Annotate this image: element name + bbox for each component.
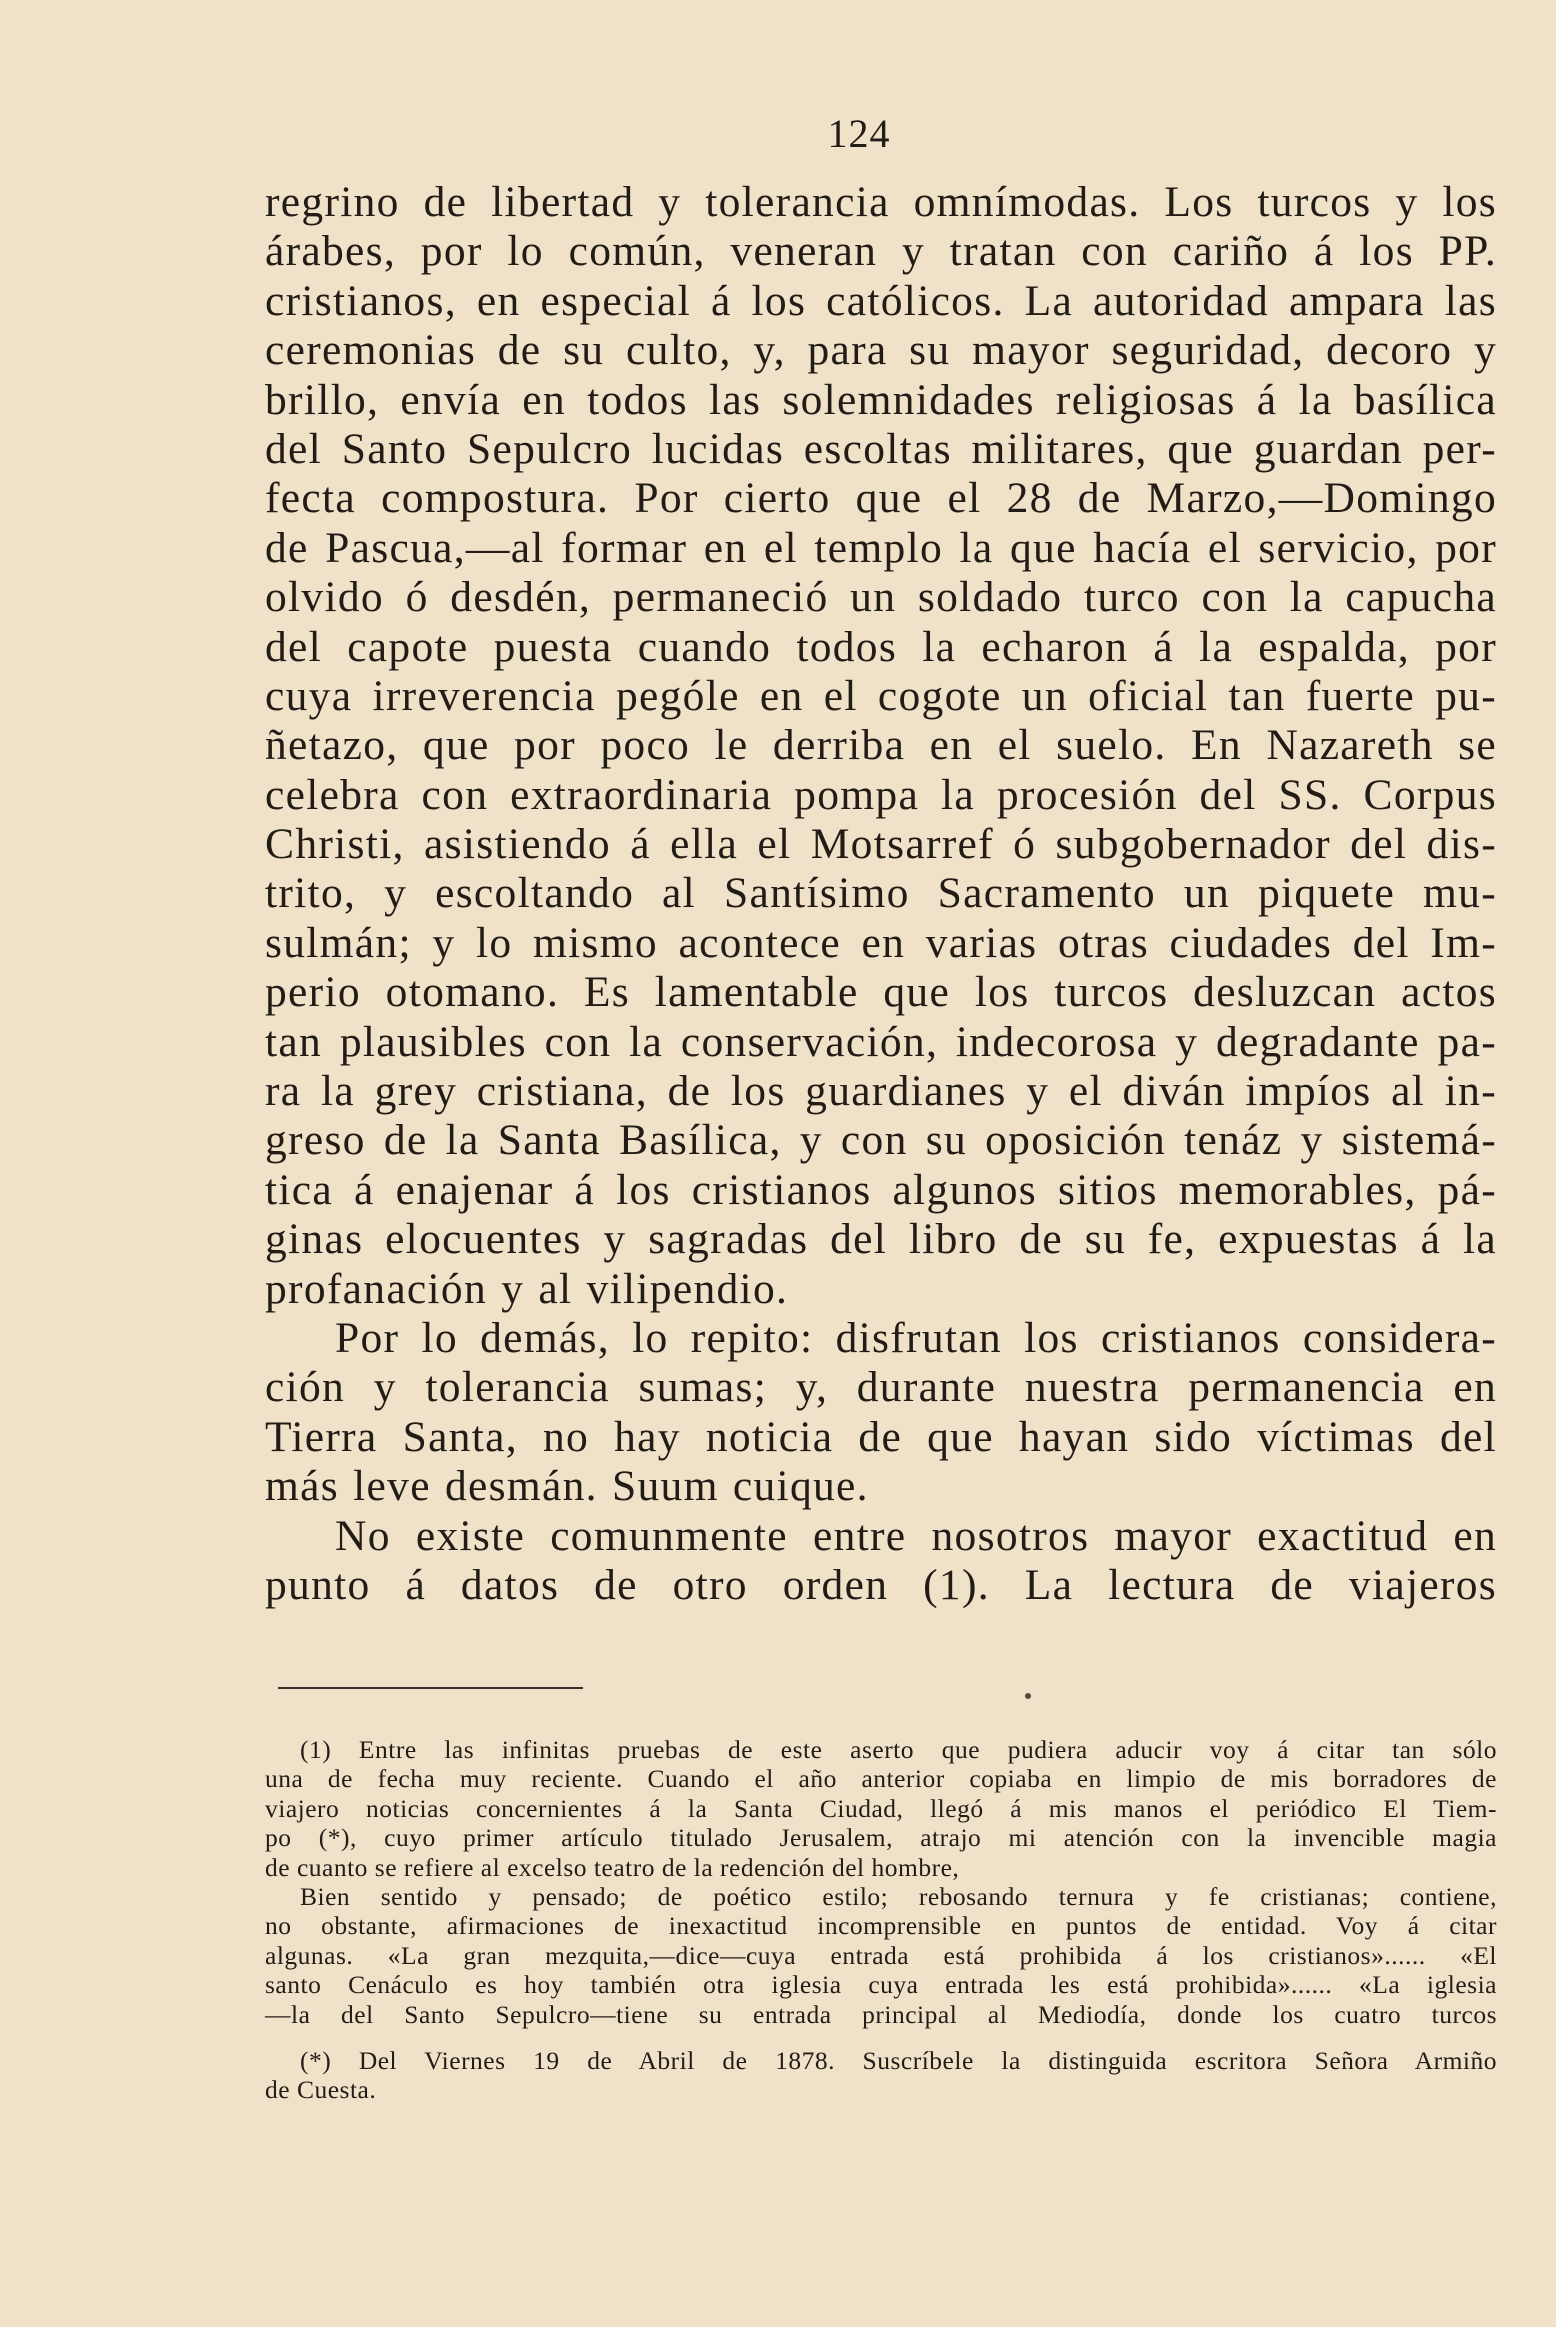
text-line: árabes, por lo común, veneran y tratan con cariño á los PP. bbox=[265, 227, 1497, 276]
text-line: olvido ó desdén, permaneció un soldado turco con la capucha bbox=[265, 573, 1497, 622]
text-line: greso de la Santa Basílica, y con su oposición tenáz y sistemá- bbox=[265, 1116, 1497, 1165]
text-line: perio otomano. Es lamentable que los turcos desluzcan actos bbox=[265, 968, 1497, 1017]
footnote-line: de cuanto se refiere al excelso teatro de la redención del hombre, bbox=[265, 1852, 960, 1882]
footnote-line: viajero noticias concernientes á la Santa Ciudad, llegó á mis manos el periódico El Tiem- bbox=[265, 1793, 1497, 1823]
footnote-divider bbox=[278, 1687, 583, 1689]
text-line: celebra con extraordinaria pompa la procesión del SS. Corpus bbox=[265, 770, 1497, 819]
text-line: fecta compostura. Por cierto que el 28 de Marzo,—Domingo bbox=[265, 474, 1497, 523]
text-line: tan plausibles con la conservación, indecorosa y degradante pa- bbox=[265, 1017, 1497, 1066]
text-line: sulmán; y lo mismo acontece en varias otras ciudades del Im- bbox=[265, 918, 1497, 967]
footnote-line: algunas. «La gran mezquita,—dice—cuya entrada está prohibida á los cristianos»...... «El bbox=[265, 1940, 1497, 1970]
text-line: cristianos, en especial á los católicos. La autoridad ampara las bbox=[265, 276, 1497, 325]
text-line: Tierra Santa, no hay noticia de que hayan sido víctimas del bbox=[265, 1412, 1497, 1461]
main-text bbox=[265, 178, 1497, 1610]
text-line: Por lo demás, lo repito: disfrutan los cristianos considera- bbox=[335, 1313, 1497, 1362]
text-line: profanación y al vilipendio. bbox=[265, 1264, 789, 1313]
text-line: del Santo Sepulcro lucidas escoltas militares, que guardan per- bbox=[265, 424, 1497, 473]
text-line: punto á datos de otro orden (1). La lectura de viajeros bbox=[265, 1560, 1497, 1609]
text-line: ra la grey cristiana, de los guardianes y el diván impíos al in- bbox=[265, 1067, 1497, 1116]
ink-speck bbox=[1025, 1693, 1031, 1699]
text-line: ñetazo, que por poco le derriba en el suelo. En Nazareth se bbox=[265, 721, 1497, 770]
footnote-star-line: de Cuesta. bbox=[265, 2075, 377, 2105]
text-line: del capote puesta cuando todos la echaron á la espalda, por bbox=[265, 622, 1497, 671]
footnote-line: —la del Santo Sepulcro—tiene su entrada principal al Mediodía, donde los cuatro turcos bbox=[265, 1999, 1497, 2029]
footnote-line: no obstante, afirmaciones de inexactitud incomprensible en puntos de entidad. Voy á citar bbox=[265, 1911, 1497, 1941]
text-line: cuya irreverencia pególe en el cogote un oficial tan fuerte pu- bbox=[265, 671, 1497, 720]
text-line: más leve desmán. Suum cuique. bbox=[265, 1462, 869, 1511]
footnote-line: una de fecha muy reciente. Cuando el año anterior copiaba en limpio de mis borradores de bbox=[265, 1764, 1497, 1794]
text-line: No existe comunmente entre nosotros mayor exactitud en bbox=[335, 1511, 1497, 1560]
footnote-star-line: (*) Del Viernes 19 de Abril de 1878. Suscríbele la distinguida escritora Señora Armiño bbox=[300, 2045, 1497, 2075]
text-line: tica á enajenar á los cristianos algunos sitios memorables, pá- bbox=[265, 1165, 1497, 1214]
text-line: trito, y escoltando al Santísimo Sacramento un piquete mu- bbox=[265, 869, 1497, 918]
footnote-line: Bien sentido y pensado; de poético estilo; rebosando ternura y fe cristianas; contiene, bbox=[300, 1881, 1497, 1911]
text-line: ción y tolerancia sumas; y, durante nuestra permanencia en bbox=[265, 1363, 1497, 1412]
text-line: ginas elocuentes y sagradas del libro de su fe, expuestas á la bbox=[265, 1215, 1497, 1264]
footnotes bbox=[265, 1735, 1497, 2105]
text-line: Christi, asistiendo á ella el Motsarref ó subgobernador del dis- bbox=[265, 820, 1497, 869]
page-number: 124 bbox=[827, 111, 891, 156]
footnote-line: po (*), cuyo primer artículo titulado Jerusalem, atrajo mi atención con la invencible magia bbox=[265, 1823, 1497, 1853]
text-line: ceremonias de su culto, y, para su mayor seguridad, decoro y bbox=[265, 326, 1497, 375]
text-line: de Pascua,—al formar en el templo la que hacía el servicio, por bbox=[265, 523, 1497, 572]
text-line: regrino de libertad y tolerancia omnímodas. Los turcos y los bbox=[265, 178, 1497, 226]
text-line: brillo, envía en todos las solemnidades religiosas á la basílica bbox=[265, 375, 1497, 424]
footnote-line: santo Cenáculo es hoy también otra iglesia cuya entrada les está prohibida»...... «La iglesia bbox=[265, 1970, 1497, 2000]
footnote-line: (1) Entre las infinitas pruebas de este aserto que pudiera aducir voy á citar tan sólo bbox=[300, 1735, 1497, 1764]
